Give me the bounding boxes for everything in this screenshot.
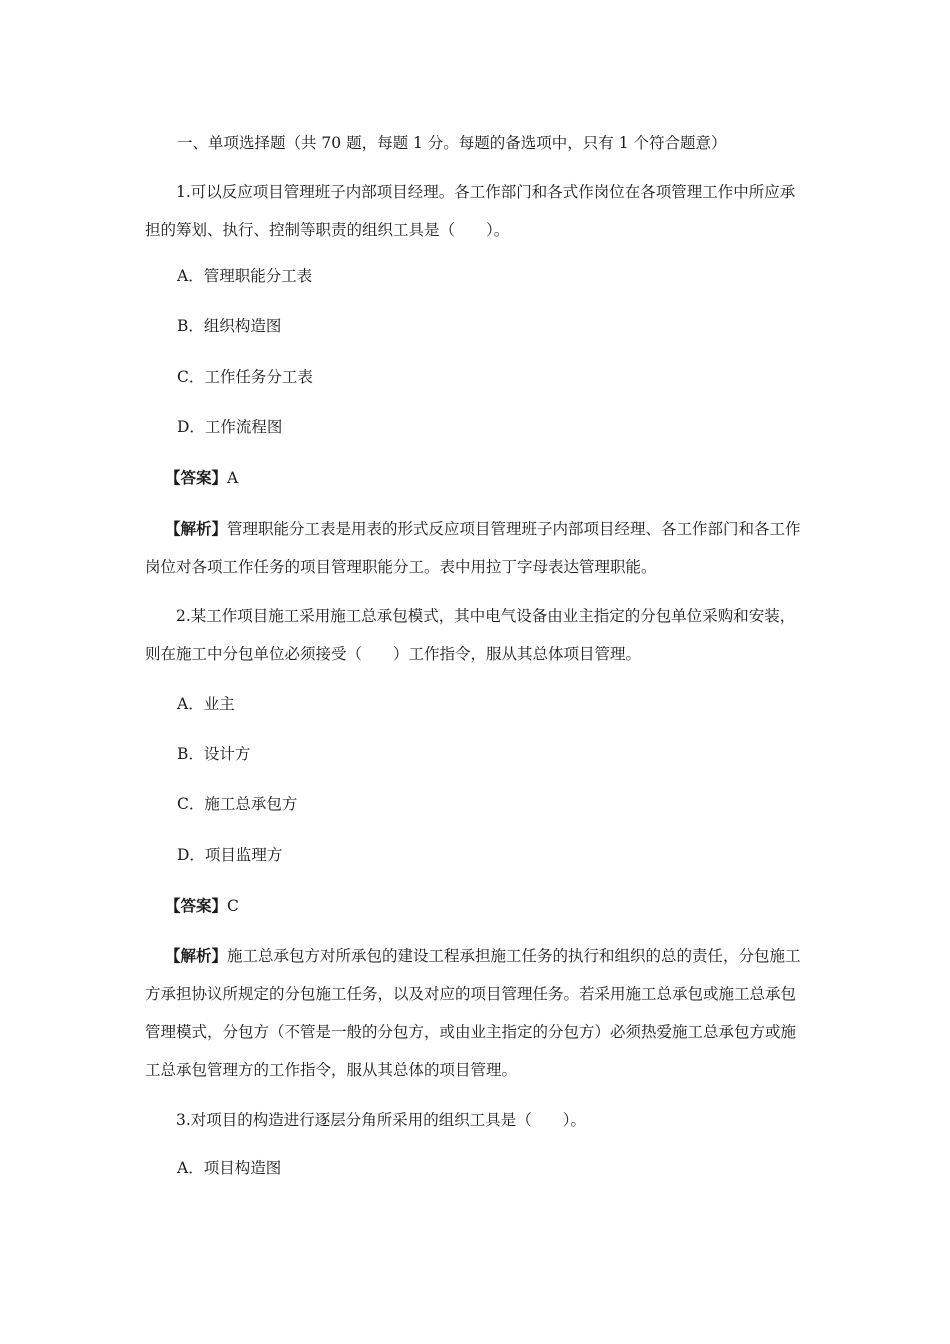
question-2-analysis [145, 937, 810, 1089]
question-1-answer [165, 466, 238, 490]
question-1-option-a: A．管理职能分工表 [177, 267, 313, 285]
question-1-analysis [145, 510, 810, 586]
question-2-option-c: C．施工总承包方 [177, 795, 298, 813]
answer-value: C [227, 897, 239, 915]
analysis-text: 施工总承包方对所承包的建设工程承担施工任务的执行和组织的总的责任，分包施工方承担协议所规定的分包施工任务，以及对应的项目管理任务。若采用施工总承包或施工总承包管理模式，分包方（不管是一般的分包方，或由业主指定的分包方）必须热爱施工总承包方或施工总承包管理方的工作指令，服从其总体的项目管理。 [145, 947, 801, 1079]
analysis-tag: 【解析】 [165, 519, 228, 538]
section-heading: 一、单项选择题（共 70 题，每题 1 分。每题的备选项中，只有 1 个符合题意） [177, 134, 727, 152]
question-3-stem: 3.对项目的构造进行逐层分角所采用的组织工具是（ ）。 [176, 1111, 587, 1129]
question-1-option-b: B．组织构造图 [177, 317, 282, 335]
answer-value: A [227, 469, 239, 487]
question-2-stem: 2.某工作项目施工采用施工总承包模式，其中电气设备由业主指定的分包单位采购和安装，则在施工中分包单位必须接受（ ）工作指令，服从其总体项目管理。 [145, 607, 796, 663]
answer-tag: 【答案】 [165, 468, 228, 487]
analysis-tag: 【解析】 [165, 946, 228, 965]
answer-tag: 【答案】 [165, 896, 228, 915]
question-1-option-d: D．工作流程图 [177, 418, 283, 436]
question-2-option-d: D．项目监理方 [177, 846, 283, 864]
question-3-option-a: A．项目构造图 [177, 1159, 282, 1177]
question-2-option-b: B．设计方 [177, 745, 251, 763]
analysis-text: 管理职能分工表是用表的形式反应项目管理班子内部项目经理、各工作部门和各工作岗位对各项工作任务的项目管理职能分工。表中用拉丁字母表达管理职能。 [145, 520, 801, 576]
question-2-option-a: A．业主 [177, 695, 235, 713]
question-2-answer [165, 894, 239, 918]
question-1-option-c: C．工作任务分工表 [177, 368, 313, 386]
question-1-stem: 1.可以反应项目管理班子内部项目经理。各工作部门和各式作岗位在各项管理工作中所应承担的筹划、执行、控制等职责的组织工具是（ ）。 [145, 183, 796, 239]
